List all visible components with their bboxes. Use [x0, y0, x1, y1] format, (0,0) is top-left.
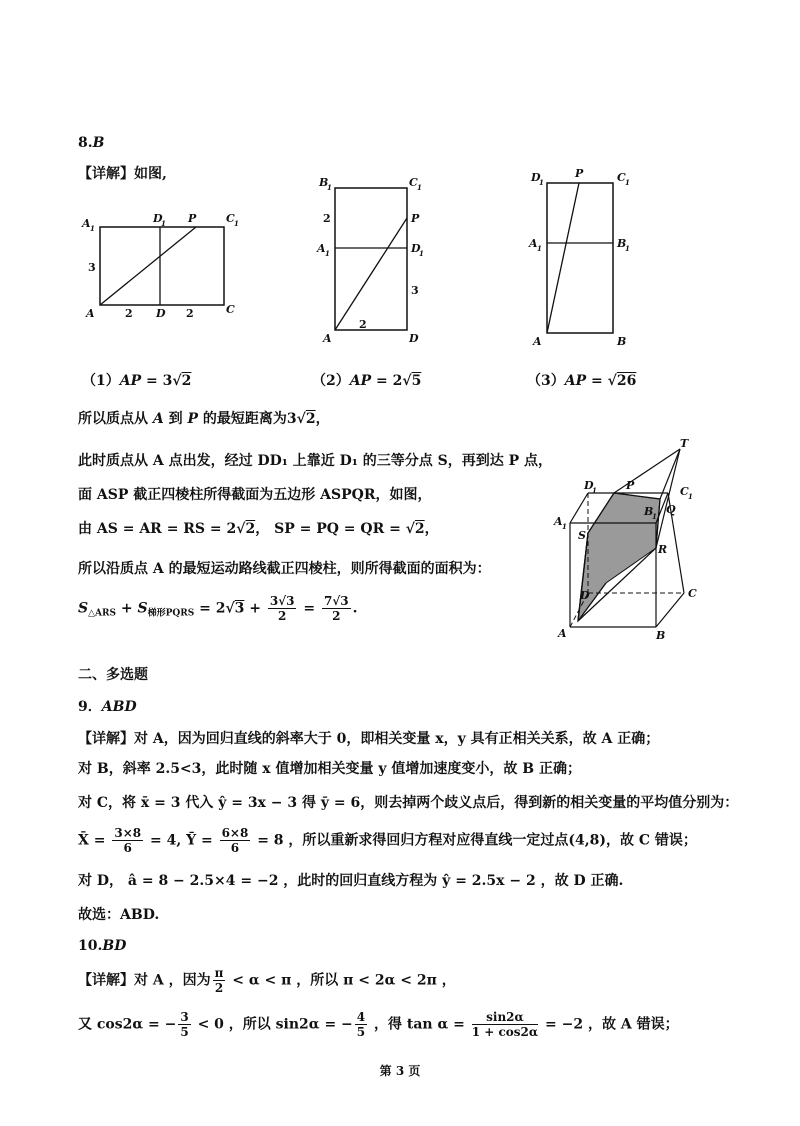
q10-heading: 10.BD — [78, 938, 127, 954]
cube-label-P: P — [626, 479, 635, 492]
fig1-label-P: P — [188, 212, 197, 225]
q8-heading: 8.B — [78, 135, 105, 151]
fig2-label-C1: C — [409, 176, 418, 189]
svg-text:1: 1 — [539, 178, 544, 187]
fig2-label-D: D — [409, 332, 419, 345]
fig2-caption: （2）AP = 2√5 — [312, 373, 422, 389]
svg-text:1: 1 — [419, 249, 424, 258]
fig2-label-B1: B — [319, 176, 329, 189]
svg-text:1: 1 — [688, 492, 693, 501]
cube-label-B: B — [656, 629, 666, 642]
cube-label-R: R — [658, 543, 668, 556]
fig3-label-B: B — [617, 335, 627, 348]
cube-label-C: C — [688, 587, 697, 600]
q8-line-shortest: 所以质点从 A 到 P 的最短距离为3√2， — [78, 411, 330, 427]
figure-1-unfolded-rectangle — [80, 205, 250, 330]
fig3-label-A: A — [533, 335, 542, 348]
svg-text:1: 1 — [90, 224, 95, 233]
figure-2-unfolded-rectangle — [313, 172, 443, 352]
q9-heading: 9．ABD — [78, 699, 137, 715]
q9-line-3: 对 C，将 x̄ = 3 代入 ŷ = 3x − 3 得 ȳ = 6，则去掉两个歧义点后，得到新的相关变量的平均值分别为： — [78, 795, 739, 811]
q8-detail-intro: 【详解】如图, — [78, 166, 167, 182]
fig1-label-w1: 2 — [125, 307, 133, 320]
figure-cube-cross-section — [548, 435, 708, 645]
fig1-label-height: 3 — [88, 261, 96, 274]
q10-line-1: 【详解】对 A ，因为 $\frac{\pi}{2}$ < α < π ，所以 π < 2α < 2π ， — [78, 966, 456, 995]
fig2-label-side2: 2 — [323, 212, 331, 225]
cube-label-Q: Q — [666, 503, 676, 516]
fig3-label-A1: A — [529, 237, 538, 250]
svg-text:1: 1 — [325, 249, 330, 258]
q9-line-1: 【详解】对 A，因为回归直线的斜率大于 0，即相关变量 x，y 具有正相关关系，故 A 正确； — [78, 731, 660, 747]
cube-label-A1: A — [554, 515, 563, 528]
fig3-label-P: P — [575, 167, 584, 180]
cube-label-C1: C — [680, 485, 689, 498]
page-number: 第 3 页 — [379, 1064, 421, 1078]
svg-text:1: 1 — [417, 183, 422, 192]
fig3-label-C1: C — [617, 171, 626, 184]
fig1-caption: （1）AP = 3√2 — [82, 373, 192, 389]
svg-text:1: 1 — [161, 219, 166, 228]
cube-label-S: S — [578, 529, 586, 542]
svg-text:1: 1 — [562, 522, 567, 531]
cube-label-B1: B — [644, 505, 654, 518]
fig2-label-bottom2: 2 — [359, 318, 367, 331]
fig1-label-A1: A — [82, 217, 91, 230]
fig3-caption: （3）AP = √26 — [527, 373, 637, 389]
svg-text:1: 1 — [537, 244, 542, 253]
q8-line-path: 此时质点从 A 点出发，经过 DD₁ 上靠近 D₁ 的三等分点 S，再到达 P 点， — [78, 453, 553, 469]
fig2-label-A: A — [323, 332, 332, 345]
svg-text:1: 1 — [652, 512, 657, 521]
q10-line-2: 又 cos2α = − $\frac{3}{5}$ < 0 ，所以 sin2α = − $\frac{4}{5}$ ，得 tan α = $\frac{\sin 2\alpha}{1 + \cos 2\alpha}$ = −2 ，故 A 错误； — [78, 1010, 679, 1039]
svg-text:1: 1 — [234, 219, 239, 228]
cube-label-T: T — [680, 437, 689, 450]
figure-3-unfolded-rectangle — [525, 165, 655, 355]
fig1-label-C1: C — [226, 212, 235, 225]
fig1-label-A: A — [86, 307, 95, 320]
fig1-label-D: D — [156, 307, 166, 320]
svg-text:1: 1 — [625, 244, 630, 253]
fig1-label-D1: D — [153, 212, 163, 225]
q8-area-formula: $S_{\triangle ARS} + S_{梯形PQRS} = 2√3$ + $\frac{3√3}{2}$ = $\frac{7√3}{2}$ . — [78, 594, 358, 623]
q8-line-section: 面 ASP 截正四棱柱所得截面为五边形 ASPQR，如图， — [78, 487, 432, 503]
q9-line-5: 对 D， â = 8 − 2.5×4 = −2 ，此时的回归直线方程为 ŷ = 2.5x − 2 ，故 D 正确. — [78, 873, 624, 889]
fig1-label-w2: 2 — [186, 307, 194, 320]
cube-label-D: D — [580, 589, 590, 602]
cube-label-A: A — [558, 627, 567, 640]
fig2-label-A1: A — [317, 242, 326, 255]
section-multi-choice-title: 二、多选题 — [78, 667, 148, 683]
fig3-label-D1: D — [531, 171, 541, 184]
fig2-label-D1: D — [411, 242, 421, 255]
svg-text:1: 1 — [625, 178, 630, 187]
q9-line-2: 对 B，斜率 2.5<3，此时随 x 值增加相关变量 y 值增加速度变小，故 B 正确； — [78, 761, 581, 777]
cube-label-D1: D — [584, 479, 594, 492]
q9-conclusion: 故选：ABD. — [78, 907, 160, 923]
svg-text:1: 1 — [327, 183, 332, 192]
q8-line-area-intro: 所以沿质点 A 的最短运动路线截正四棱柱，则所得截面的面积为： — [78, 561, 491, 577]
fig1-label-C: C — [226, 303, 235, 316]
q8-line-lengths: 由 AS = AR = RS = 2√2， SP = PQ = QR = √2， — [78, 521, 439, 537]
fig2-label-side3: 3 — [411, 284, 419, 297]
fig3-label-B1: B — [617, 237, 627, 250]
svg-text:1: 1 — [592, 486, 597, 495]
fig2-label-P: P — [411, 212, 420, 225]
q9-line-4: X̄ = $\frac{3\times 8}{6}$ = 4, Ȳ = $\frac{6\times 8}{6}$ = 8 ，所以重新求得回归方程对应得直线一定过点(4,8)，故 C 错误； — [78, 826, 697, 855]
